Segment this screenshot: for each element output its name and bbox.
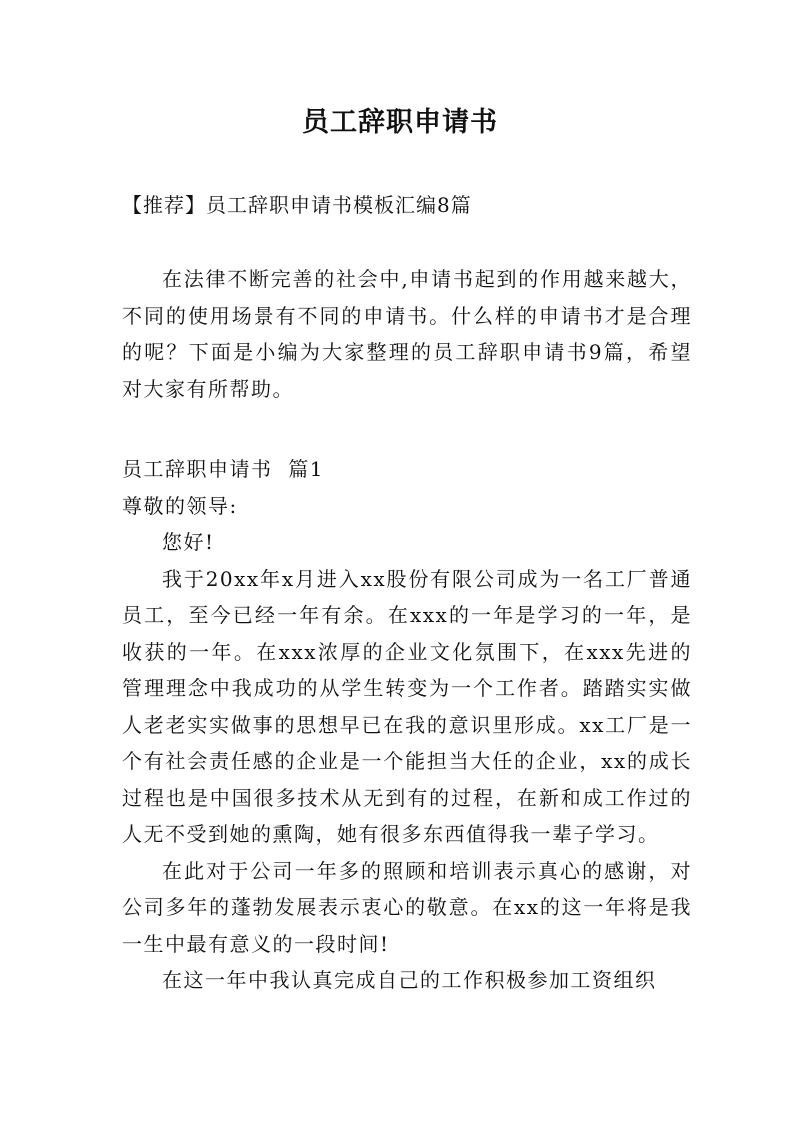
intro-paragraph: 在法律不断完善的社会中,申请书起到的作用越来越大，不同的使用场景有不同的申请书。什么样的申请书才是合理的呢？下面是小编为大家整理的员工辞职申请书9篇，希望对大家有所帮助。 — [122, 267, 692, 401]
document-subtitle: 【推荐】员工辞职申请书模板汇编8篇 — [122, 193, 472, 217]
body-paragraph: 我于20xx年x月进入xx股份有限公司成为一名工厂普通员工，至今已经一年有余。在xxx的一年是学习的一年，是收获的一年。在xxx浓厚的企业文化氛围下，在xxx先进的管理理念中我成功的从学生转变为一个工作者。踏踏实实做人老老实实做事的思想早已在我的意识里形成。xx工厂是一个有社会责任感的企业是一个能担当大任的企业，xx的成长过程也是中国很多技术从无到有的过程，在新和成工作过的人无不受到她的熏陶，她有很多东西值得我一辈子学习。 — [122, 566, 692, 846]
section-heading: 员工辞职申请书 篇1 — [122, 457, 324, 481]
greeting: 您好! — [162, 530, 215, 554]
document-title: 员工辞职申请书 — [302, 107, 498, 138]
body-paragraph: 在此对于公司一年多的照顾和培训表示真心的感谢，对公司多年的蓬勃发展表示衷心的敬意。在xx的这一年将是我一生中最有意义的一段时间! — [122, 858, 692, 956]
salutation: 尊敬的领导: — [122, 493, 238, 518]
body-paragraph: 在这一年中我认真完成自己的工作积极参加工资组织 — [162, 968, 657, 992]
letter-section — [122, 451, 692, 999]
intro-block — [122, 261, 692, 407]
